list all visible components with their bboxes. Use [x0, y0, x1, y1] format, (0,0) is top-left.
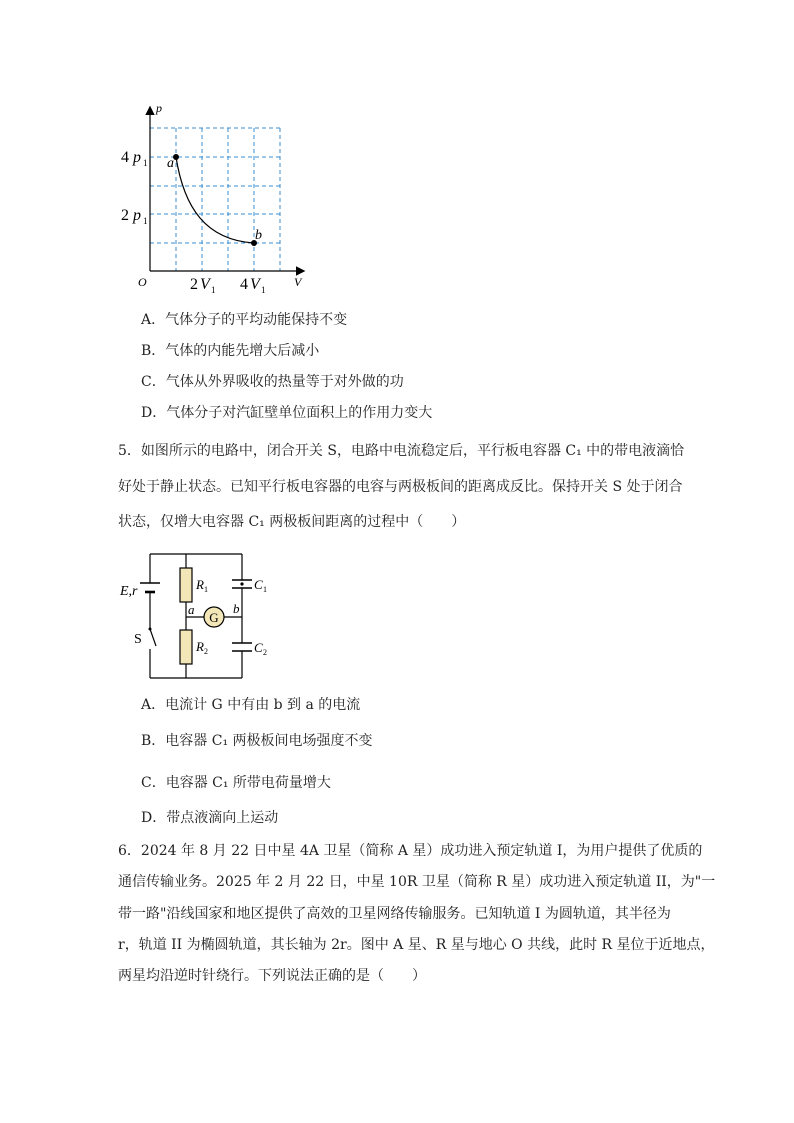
node-a-label: a [188, 602, 195, 617]
q4-option-a: A．气体分子的平均动能保持不变 [141, 312, 348, 328]
q5-stem-line-2: 好处于静止状态。已知平行板电容器的电容与两极板间的距离成反比。保持开关 S 处于闭合 [118, 479, 683, 495]
q5-option-c: C．电容器 C₁ 所带电荷量增大 [141, 775, 331, 791]
svg-text:2: 2 [204, 647, 208, 656]
p-axis-label: p [156, 101, 162, 115]
battery-symbol [140, 583, 160, 592]
q5-stem-line-1: 5．如图所示的电路中，闭合开关 S，电路中电流稳定后，平行板电容器 C₁ 中的带电液滴恰 [118, 443, 685, 459]
r2-label [195, 639, 208, 656]
process-curve [176, 157, 254, 243]
charged-droplet [240, 582, 243, 585]
x-tick-2v1 [190, 276, 216, 295]
node-b-label: b [233, 601, 240, 616]
q6-stem-line-2: 通信传输业务。2025 年 2 月 22 日，中星 10R 卫星（简称 R 星）成功进入预定轨道 II，为"一 [118, 874, 716, 890]
svg-text:1: 1 [143, 216, 148, 226]
resistor-r1 [180, 568, 192, 602]
svg-text:C: C [254, 577, 263, 592]
switch-contact [149, 628, 152, 631]
svg-text:4: 4 [240, 276, 248, 293]
c2-label [254, 640, 267, 657]
x-tick-4v1 [240, 276, 266, 295]
q4-option-d: D．气体分子对汽缸壁单位面积上的作用力变大 [141, 405, 433, 421]
svg-text:2: 2 [121, 207, 129, 224]
q5-stem-line-3: 状态，仅增大电容器 C₁ 两极板间距离的过程中（ ） [118, 514, 466, 530]
q6-stem-line-4: r，轨道 II 为椭圆轨道，其长轴为 2r。图中 A 星、R 星与地心 O 共线，此时 R 星位于近地点， [118, 937, 715, 953]
q4-option-b: B．气体的内能先增大后减小 [141, 343, 320, 359]
svg-text:1: 1 [263, 585, 267, 594]
q5-option-a: A．电流计 G 中有由 b 到 a 的电流 [141, 697, 361, 713]
capacitor-c2 [232, 643, 252, 651]
source-label: E,r [120, 584, 138, 599]
q6-stem-line-5: 两星均沿逆时针绕行。下列说法正确的是（ ） [118, 968, 426, 984]
v-axis-label: V [294, 275, 302, 289]
svg-text:R: R [196, 577, 204, 592]
switch-label: S [134, 632, 142, 647]
svg-text:1: 1 [261, 285, 266, 295]
c1-label [254, 577, 267, 594]
svg-text:p: p [133, 149, 141, 166]
svg-text:V: V [250, 276, 260, 293]
svg-text:1: 1 [204, 585, 208, 594]
y-tick-4p1 [121, 149, 148, 168]
svg-text:1: 1 [143, 158, 148, 168]
pv-graph [118, 100, 318, 295]
origin-label: O [138, 275, 147, 289]
svg-text:R: R [196, 639, 204, 654]
circuit-diagram [118, 545, 288, 685]
q6-stem-line-1: 6．2024 年 8 月 22 日中星 4A 卫星（简称 A 星）成功进入预定轨道 I，为用户提供了优质的 [118, 843, 703, 859]
svg-text:V: V [200, 276, 210, 293]
svg-text:C: C [254, 640, 263, 655]
q6-stem-line-3: 带一路"沿线国家和地区提供了高效的卫星网络传输服务。已知轨道 I 为圆轨道，其半径为 [118, 906, 671, 922]
point-a-label: a [167, 156, 174, 171]
resistor-r2 [180, 630, 192, 664]
point-b-label: b [255, 228, 262, 243]
svg-text:2: 2 [190, 276, 198, 293]
q4-option-c: C．气体从外界吸收的热量等于对外做的功 [141, 374, 404, 390]
svg-text:2: 2 [263, 648, 267, 657]
galvanometer-label: G [209, 610, 219, 625]
svg-text:1: 1 [211, 285, 216, 295]
grid [150, 128, 280, 271]
r1-label [195, 577, 208, 594]
q5-option-b: B．电容器 C₁ 两极板间电场强度不变 [141, 733, 373, 749]
svg-text:p: p [133, 207, 141, 224]
y-tick-2p1 [121, 207, 148, 226]
svg-text:4: 4 [121, 149, 129, 166]
q5-option-d: D．带点液滴向上运动 [141, 810, 279, 826]
